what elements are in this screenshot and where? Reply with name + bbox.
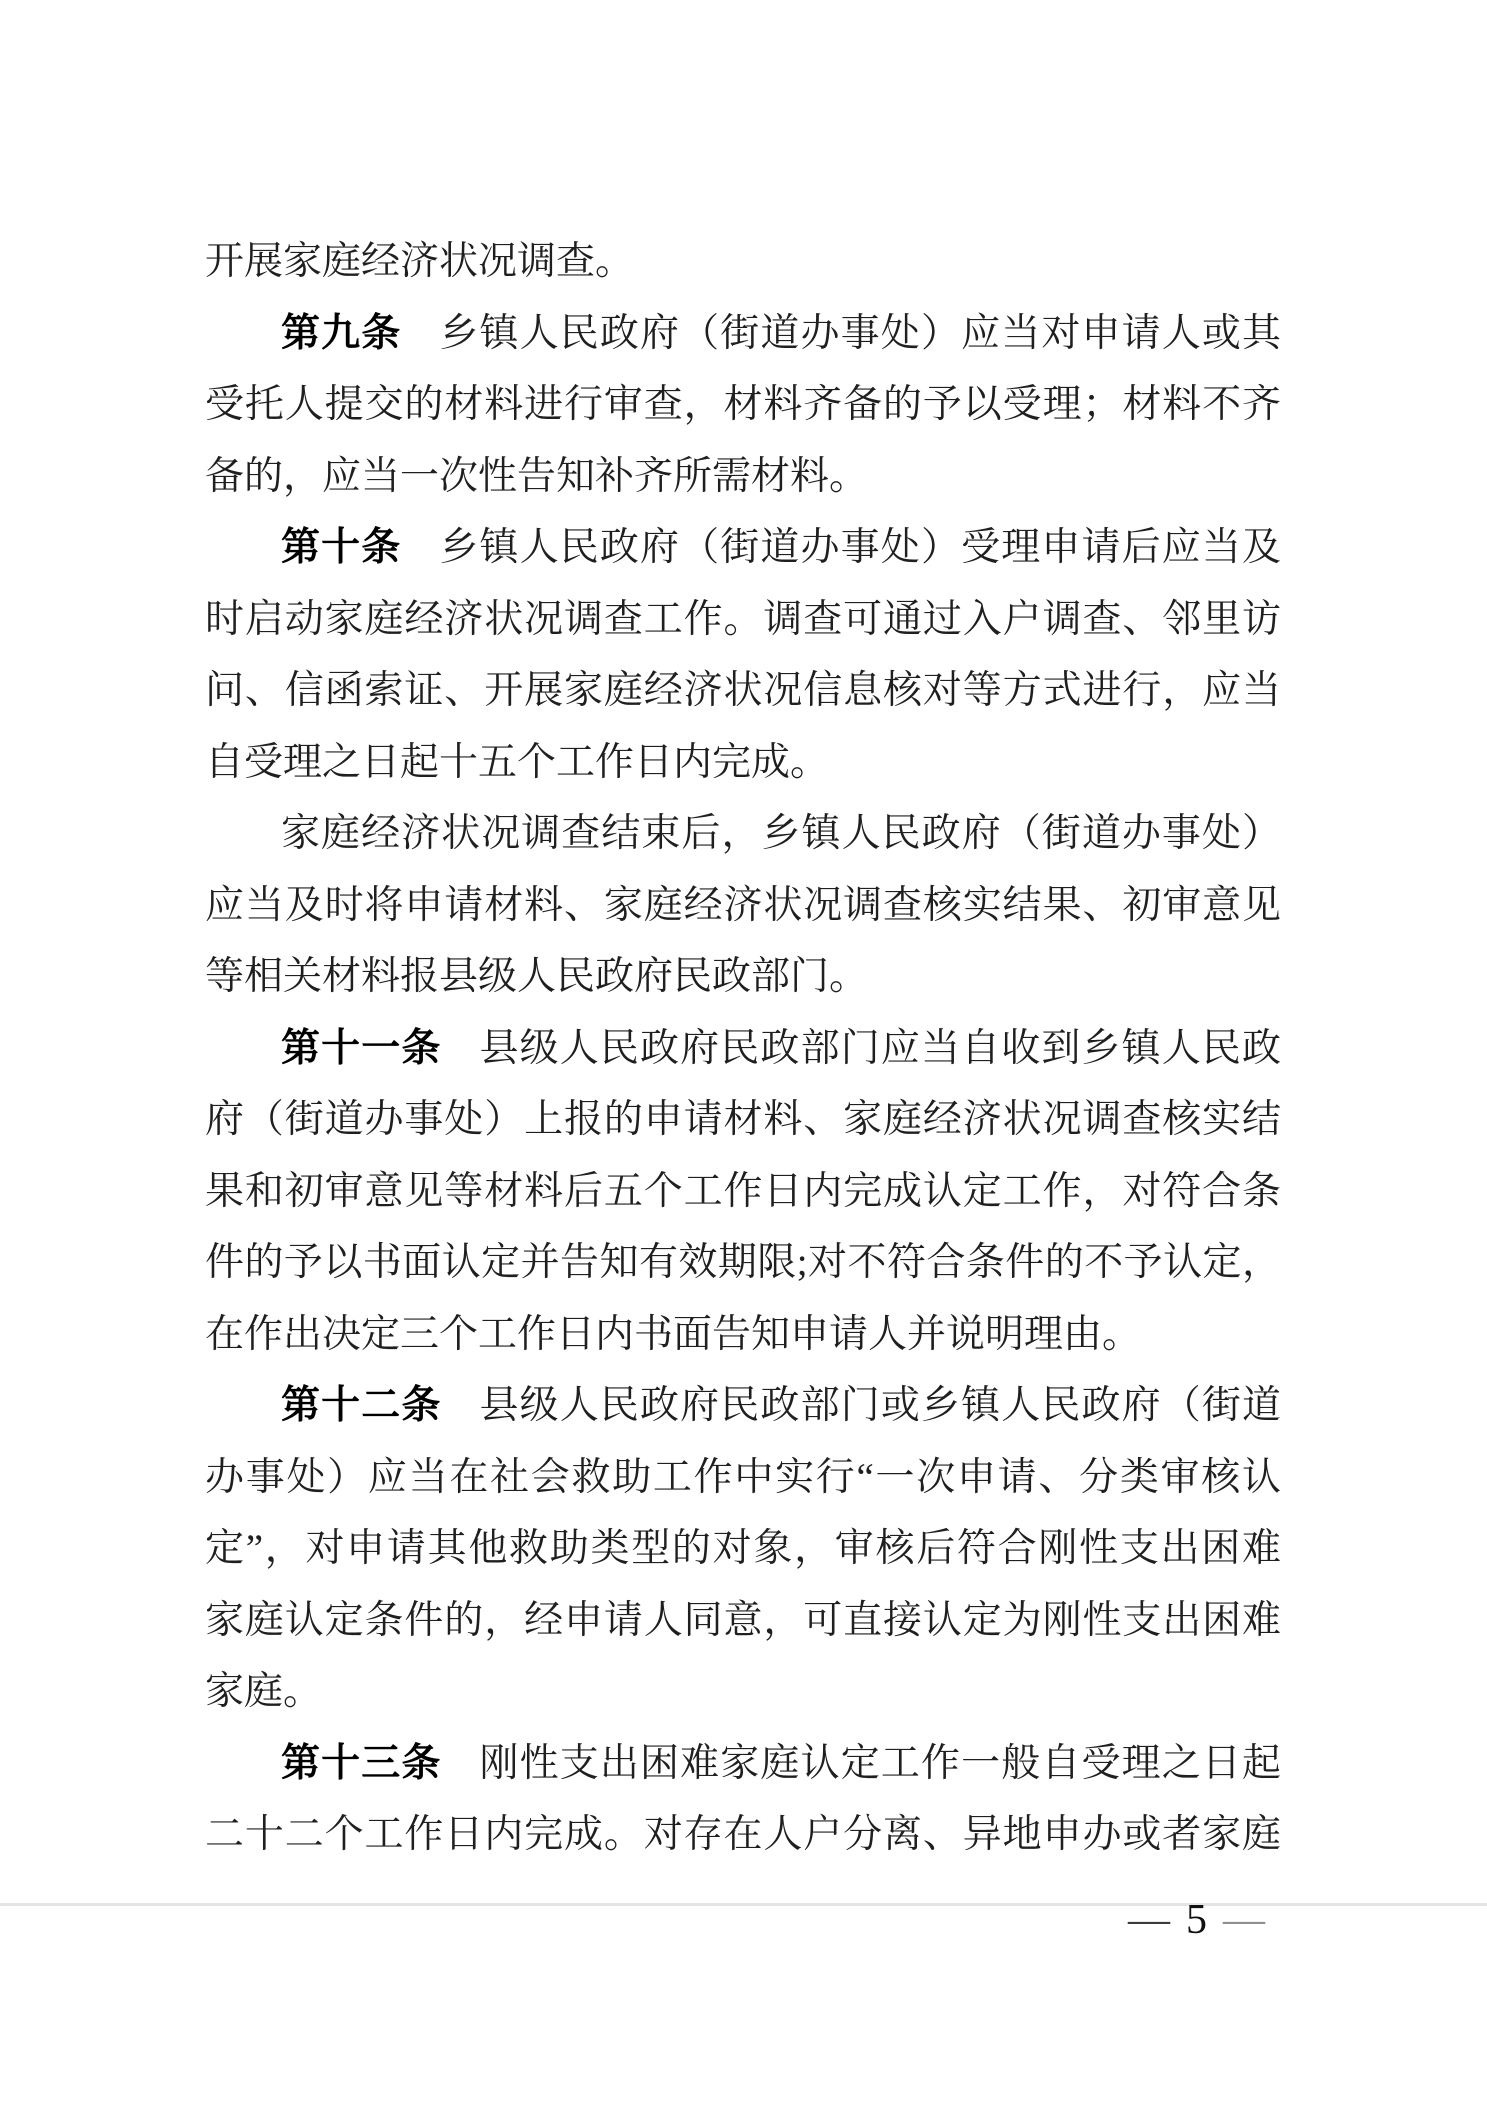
- text-line: [205, 1513, 1281, 1585]
- text-line: [205, 1442, 1281, 1514]
- page-number-dash-right: —: [1223, 1897, 1265, 1943]
- line-text: 县级人民政府民政部门或乡镇人民政府（街道: [479, 1384, 1281, 1427]
- article-number: 第九条: [281, 311, 402, 355]
- page-number-value: 5: [1186, 1897, 1207, 1943]
- line-text: 家庭经济状况调查结束后，乡镇人民政府（街道办事处）: [281, 812, 1281, 855]
- line-text: 开展家庭经济状况调查。: [205, 240, 635, 283]
- text-line: [205, 1370, 1281, 1442]
- text-line: [205, 1656, 1281, 1728]
- line-text: 二十二个工作日内完成。对存在人户分离、异地申办或者家庭: [205, 1813, 1281, 1856]
- article-number: 第十三条: [281, 1741, 442, 1785]
- text-line: [205, 727, 1281, 799]
- article-number: 第十条: [281, 526, 402, 569]
- line-text: 受托人提交的材料进行审查，材料齐备的予以受理；材料不齐: [205, 383, 1281, 426]
- line-text: 家庭认定条件的，经申请人同意，可直接认定为刚性支出困难: [205, 1598, 1281, 1642]
- text-line: [205, 369, 1281, 441]
- text-line: [205, 1799, 1281, 1871]
- line-text: 件的予以书面认定并告知有效期限;对不符合条件的不予认定，: [205, 1241, 1281, 1284]
- line-text: 应当及时将申请材料、家庭经济状况调查核实结果、初审意见: [205, 883, 1281, 927]
- line-text: 办事处）应当在社会救助工作中实行“一次申请、分类审核认: [205, 1455, 1281, 1499]
- line-text: 等相关材料报县级人民政府民政部门。: [205, 955, 869, 998]
- document-body: [205, 226, 1281, 1871]
- text-line: [205, 1227, 1281, 1299]
- text-line: [205, 655, 1281, 727]
- line-text: 乡镇人民政府（街道办事处）受理申请后应当及: [439, 526, 1281, 569]
- page-number-dash-left: —: [1128, 1897, 1170, 1943]
- line-text: 定”，对申请其他救助类型的对象，审核后符合刚性支出困难: [205, 1527, 1281, 1570]
- text-line: [205, 870, 1281, 942]
- text-line: [205, 941, 1281, 1013]
- line-text: 备的，应当一次性告知补齐所需材料。: [205, 454, 869, 498]
- line-text: 府（街道办事处）上报的申请材料、家庭经济状况调查核实结: [205, 1098, 1281, 1141]
- text-line: [205, 1084, 1281, 1156]
- line-text: 问、信函索证、开展家庭经济状况信息核对等方式进行，应当: [205, 669, 1281, 712]
- text-line: [205, 226, 1281, 298]
- line-text: 时启动家庭经济状况调查工作。调查可通过入户调查、邻里访: [205, 597, 1281, 641]
- text-line: [205, 298, 1281, 370]
- line-text: 刚性支出困难家庭认定工作一般自受理之日起: [479, 1741, 1281, 1785]
- line-text: 自受理之日起十五个工作日内完成。: [205, 740, 830, 784]
- text-line: [205, 1013, 1281, 1085]
- page-number-footer: [1128, 1894, 1265, 1946]
- text-line: [205, 584, 1281, 656]
- line-text: 果和初审意见等材料后五个工作日内完成认定工作，对符合条: [205, 1169, 1281, 1213]
- line-text: 在作出决定三个工作日内书面告知申请人并说明理由。: [205, 1312, 1142, 1356]
- text-line: [205, 441, 1281, 513]
- text-line: [205, 1156, 1281, 1228]
- text-line: [205, 1585, 1281, 1657]
- text-line: [205, 798, 1281, 870]
- line-text: 家庭。: [205, 1670, 323, 1713]
- text-line: [205, 1728, 1281, 1800]
- text-line: [205, 512, 1281, 584]
- text-line: [205, 1299, 1281, 1371]
- article-number: 第十二条: [281, 1384, 442, 1427]
- line-text: 县级人民政府民政部门应当自收到乡镇人民政: [479, 1026, 1281, 1070]
- line-text: 乡镇人民政府（街道办事处）应当对申请人或其: [439, 311, 1281, 355]
- article-number: 第十一条: [281, 1026, 442, 1070]
